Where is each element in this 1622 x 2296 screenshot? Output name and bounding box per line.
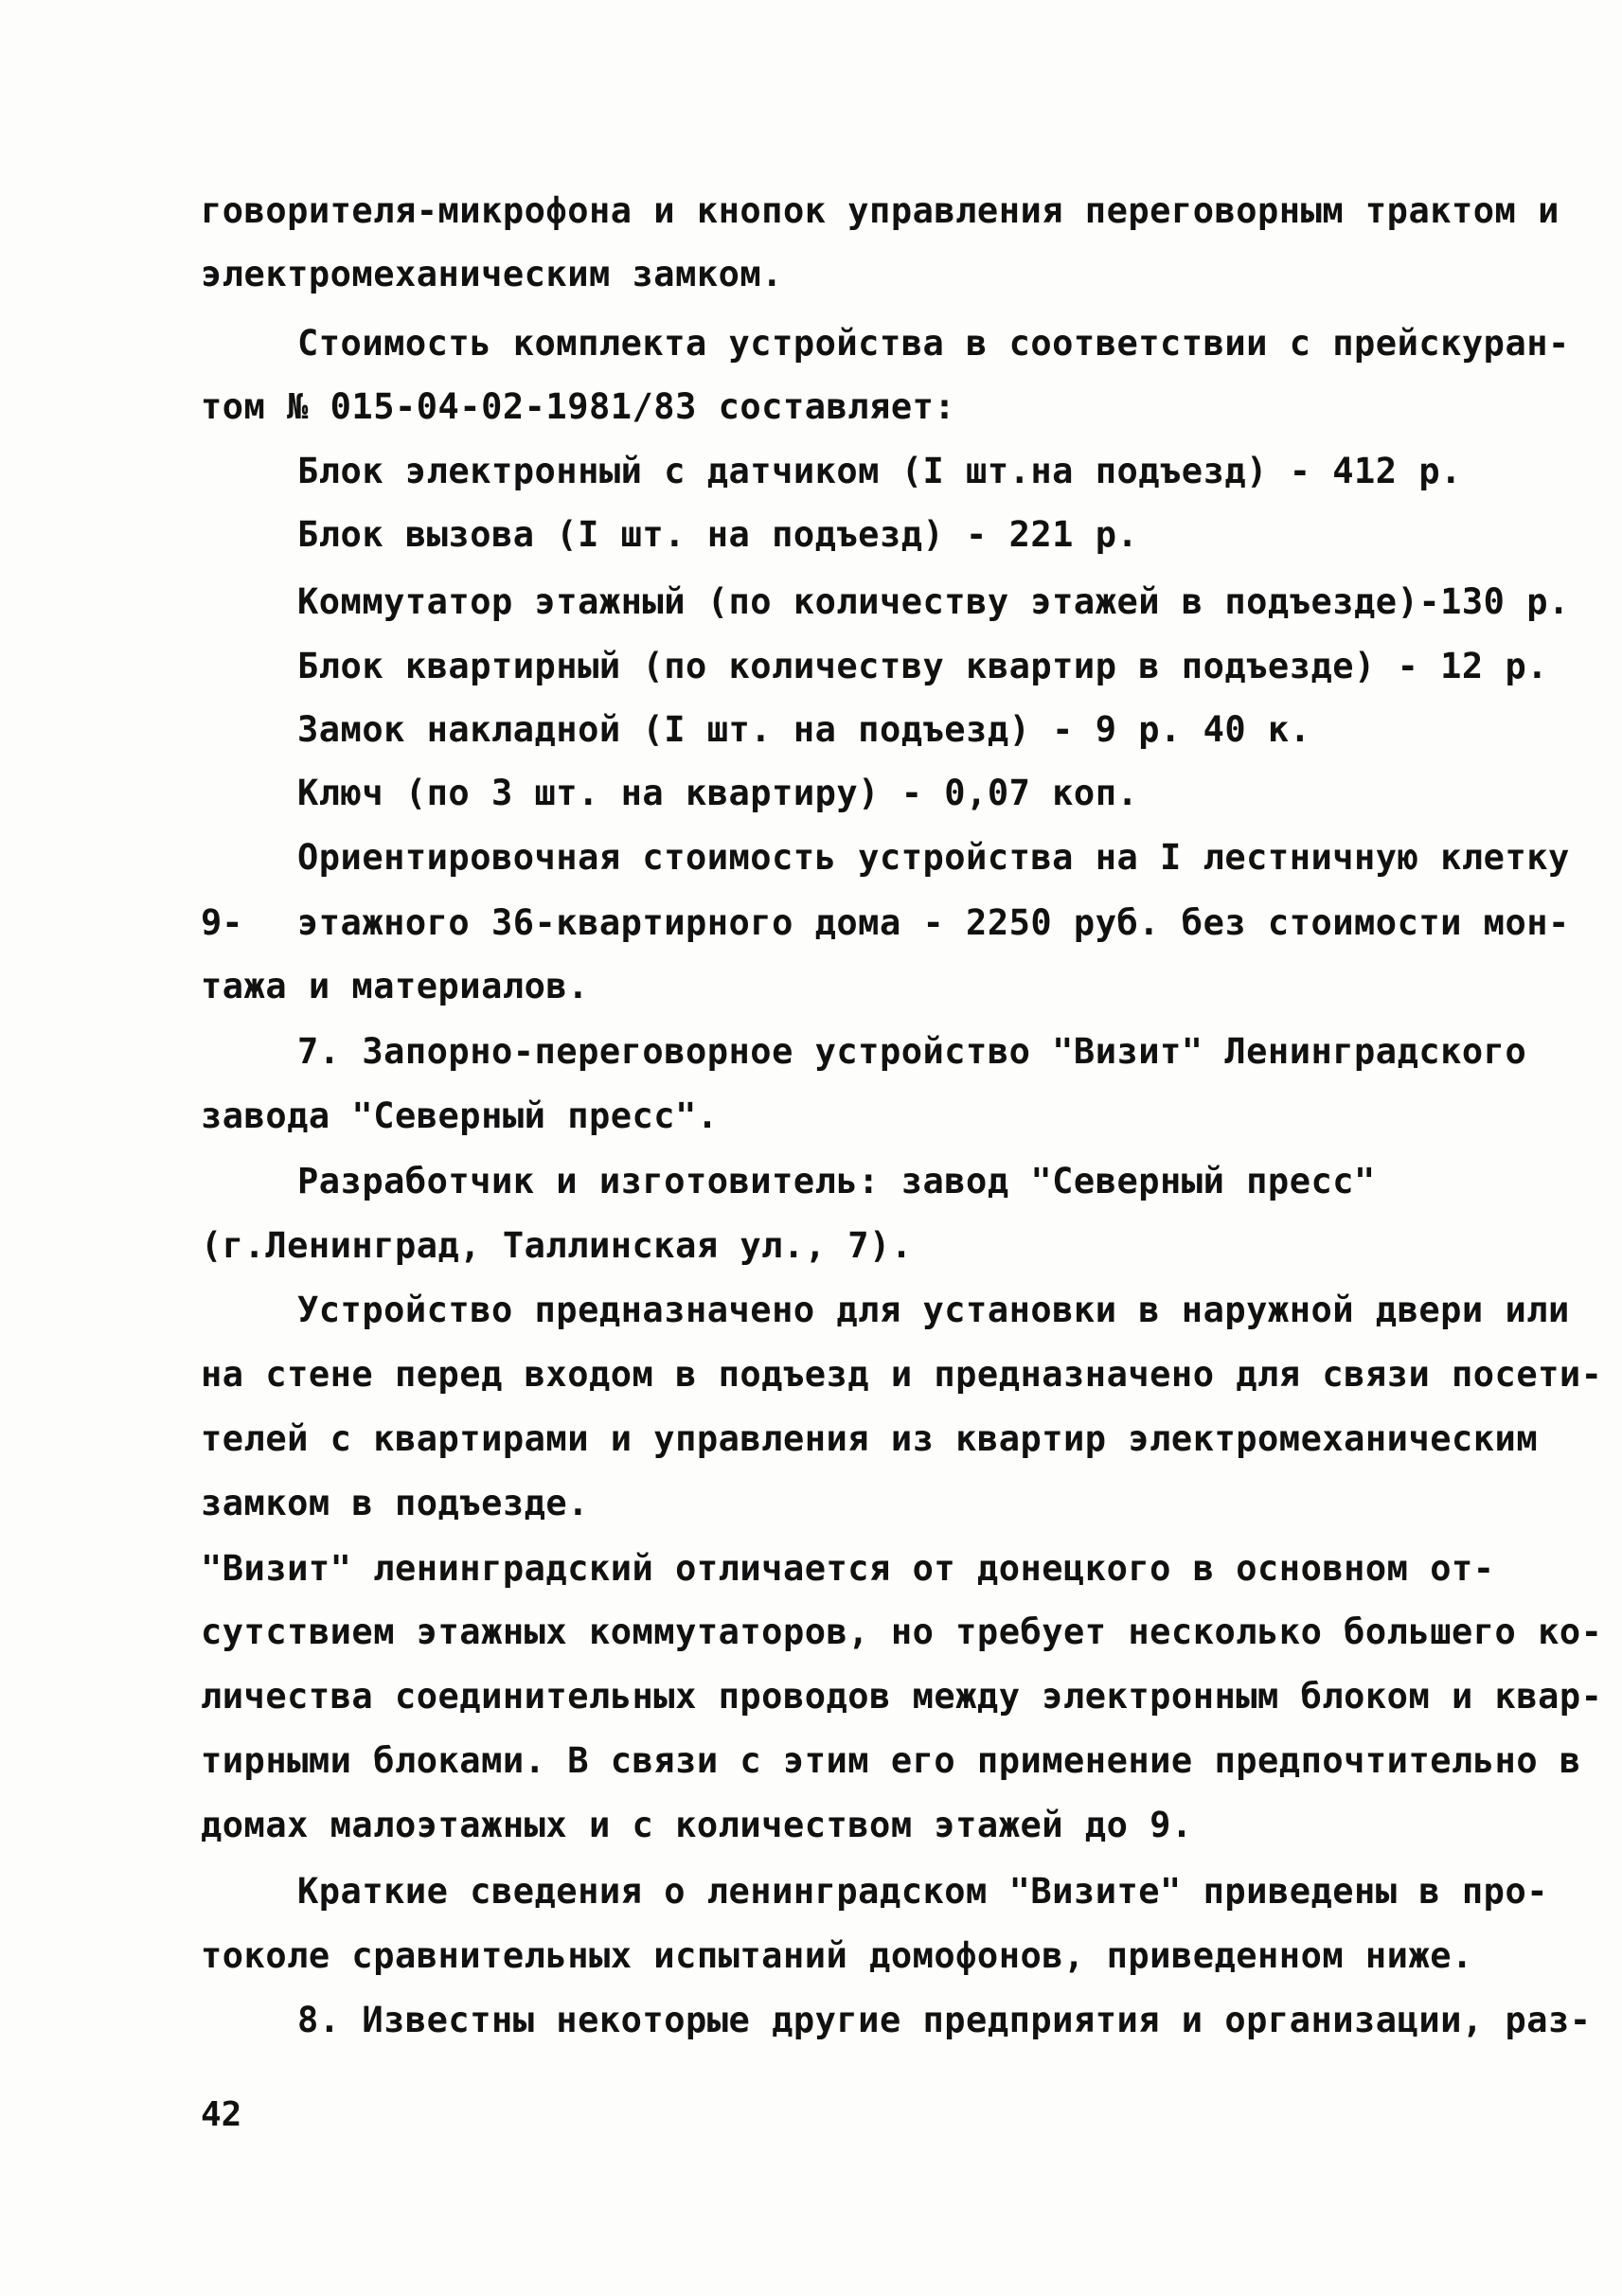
text-line-28: токоле сравнительных испытаний домофонов, приведенном ниже. [201, 1935, 1473, 1976]
text-line-20: телей с квартирами и управления из квартир электромеханическим [201, 1418, 1539, 1459]
text-line-19: на стене перед входом в подъезд и предназначено для связи посети- [201, 1354, 1603, 1395]
text-line-27: Краткие сведения о ленинградском "Визите" приведены в про- [297, 1871, 1549, 1912]
text-line-9: Замок накладной (I шт. на подъезд) - 9 р. 40 к. [297, 709, 1311, 750]
text-line-2: электромеханическим замком. [201, 254, 783, 294]
text-line-29: 8. Известны некоторые другие предприятия и организации, раз- [297, 2000, 1592, 2040]
text-line-8: Блок квартирный (по количеству квартир в подъезде) - 12 р. [297, 646, 1549, 686]
text-line-1: говорителя-микрофона и кнопок управления переговорным трактом и [201, 190, 1560, 231]
text-line-10: Ключ (по 3 шт. на квартиру) - 0,07 коп. [297, 773, 1139, 813]
text-line-25: тирными блоками. В связи с этим его применение предпочтительно в [201, 1740, 1581, 1781]
text-line-7: Коммутатор этажный (по количеству этажей в подъезде)-130 р. [297, 581, 1570, 622]
text-line-24: личества соединительных проводов между электронным блоком и квар- [201, 1676, 1603, 1717]
margin-mark: 9- [201, 902, 243, 943]
text-line-22: "Визит" ленинградский отличается от донецкого в основном от- [201, 1548, 1495, 1589]
text-line-23: сутствием этажных коммутаторов, но требует несколько большего ко- [201, 1611, 1603, 1652]
text-line-11: Ориентировочная стоимость устройства на I лестничную клетку [297, 837, 1570, 878]
text-line-4: том № 015-04-02-1981/83 составляет: [201, 386, 956, 427]
text-line-16: Разработчик и изготовитель: завод "Северный пресс" [297, 1161, 1376, 1201]
text-line-15: завода "Северный пресс". [201, 1095, 719, 1136]
text-line-3: Стоимость комплекта устройства в соответствии с прейскуран- [297, 323, 1570, 364]
text-line-18: Устройство предназначено для установки в наружной двери или [297, 1290, 1570, 1330]
text-line-26: домах малоэтажных и с количеством этажей до 9. [201, 1805, 1193, 1845]
text-line-5: Блок электронный с датчиком (I шт.на подъезд) - 412 р. [297, 451, 1462, 491]
text-line-21: замком в подъезде. [201, 1483, 589, 1523]
text-line-12: этажного 36-квартирного дома - 2250 руб. без стоимости мон- [297, 902, 1570, 943]
text-line-17: (г.Ленинград, Таллинская ул., 7). [201, 1225, 913, 1266]
text-line-14: 7. Запорно-переговорное устройство "Визит" Ленинградского [297, 1031, 1527, 1072]
text-line-13: тажа и материалов. [201, 966, 589, 1006]
text-line-6: Блок вызова (I шт. на подъезд) - 221 р. [297, 514, 1139, 555]
page-number: 42 [201, 2095, 242, 2134]
